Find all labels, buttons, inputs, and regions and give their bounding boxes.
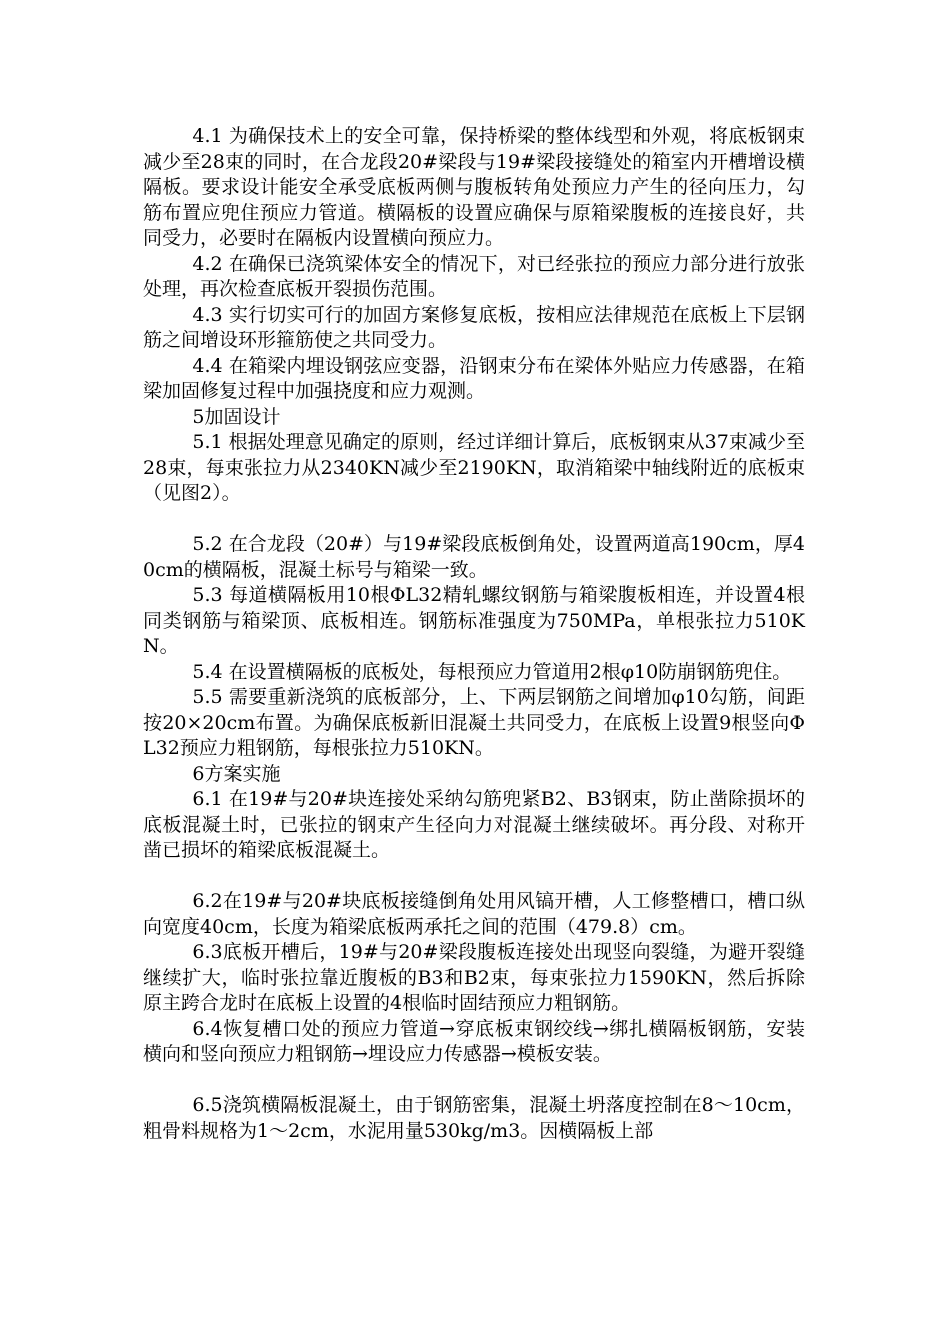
paragraph-5-4: 5.4 在设置横隔板的底板处，每根预应力管道用2根φ10防崩钢筋兜住。 bbox=[192, 660, 792, 683]
paragraph-4-4: 4.4 在箱梁内埋设钢弦应变器，沿钢束分布在梁体外贴应力传感器，在箱梁加固修复过程中加强挠度和应力观测。 bbox=[143, 354, 805, 402]
paragraph-4-2: 4.2 在确保已浇筑梁体安全的情况下，对已经张拉的预应力部分进行放张处理，再次检查底板开裂损伤范围。 bbox=[143, 252, 805, 300]
blank-line bbox=[143, 864, 805, 890]
paragraph-4-3: 4.3 实行切实可行的加固方案修复底板，按相应法律规范在底板上下层钢筋之间增设环形箍筋使之共同受力。 bbox=[143, 303, 805, 351]
document-body bbox=[143, 124, 805, 1144]
paragraph-5-5: 5.5 需要重新浇筑的底板部分，上、下两层钢筋之间增加φ10勾筋，间距按20×20cm布置。为确保底板新旧混凝土共同受力，在底板上设置9根竖向ΦL32预应力粗钢筋，每根张拉力510KN。 bbox=[143, 686, 805, 759]
section-heading-5: 5加固设计 bbox=[192, 405, 281, 428]
blank-line bbox=[143, 507, 805, 533]
paragraph-5-2: 5.2 在合龙段（20#）与19#梁段底板倒角处，设置两道高190cm，厚40cm的横隔板，混凝土标号与箱梁一致。 bbox=[143, 533, 805, 581]
paragraph-6-5: 6.5浇筑横隔板混凝土，由于钢筋密集，混凝土坍落度控制在8～10cm，粗骨料规格为1～2cm，水泥用量530kg/m3。因横隔板上部 bbox=[143, 1094, 805, 1142]
paragraph-5-1: 5.1 根据处理意见确定的原则，经过详细计算后，底板钢束从37束减少至28束，每束张拉力从2340KN减少至2190KN，取消箱梁中轴线附近的底板束（见图2）。 bbox=[143, 431, 805, 504]
paragraph-6-2: 6.2在19#与20#块底板接缝倒角处用风镐开槽，人工修整槽口，槽口纵向宽度40cm，长度为箱梁底板两承托之间的范围（479.8）cm。 bbox=[143, 890, 805, 938]
section-heading-6: 6方案实施 bbox=[192, 762, 281, 785]
paragraph-6-3: 6.3底板开槽后，19#与20#梁段腹板连接处出现竖向裂缝，为避开裂缝继续扩大，临时张拉靠近腹板的B3和B2束，每束张拉力1590KN，然后拆除原主跨合龙时在底板上设置的4根临时固结预应力粗钢筋。 bbox=[143, 941, 805, 1014]
paragraph-4-1: 4.1 为确保技术上的安全可靠，保持桥梁的整体线型和外观，将底板钢束减少至28束的同时，在合龙段20#梁段与19#梁段接缝处的箱室内开槽增设横隔板。要求设计能安全承受底板两侧与腹板转角处预应力产生的径向压力，勾筋布置应兜住预应力管道。横隔板的设置应确保与原箱梁腹板的连接良好，共同受力，必要时在隔板内设置横向预应力。 bbox=[143, 125, 805, 249]
paragraph-5-3: 5.3 每道横隔板用10根ΦL32精轧螺纹钢筋与箱梁腹板相连，并设置4根同类钢筋与箱梁顶、底板相连。钢筋标准强度为750MPa，单根张拉力510KN。 bbox=[143, 584, 805, 657]
paragraph-6-4: 6.4恢复槽口处的预应力管道→穿底板束钢绞线→绑扎横隔板钢筋，安装横向和竖向预应力粗钢筋→埋设应力传感器→模板安装。 bbox=[143, 1017, 805, 1065]
blank-line bbox=[143, 1068, 805, 1094]
paragraph-6-1: 6.1 在19#与20#块连接处采纳勾筋兜紧B2、B3钢束，防止凿除损坏的底板混凝土时，已张拉的钢束产生径向力对混凝土继续破坏。再分段、对称开凿已损坏的箱梁底板混凝土。 bbox=[143, 788, 805, 861]
